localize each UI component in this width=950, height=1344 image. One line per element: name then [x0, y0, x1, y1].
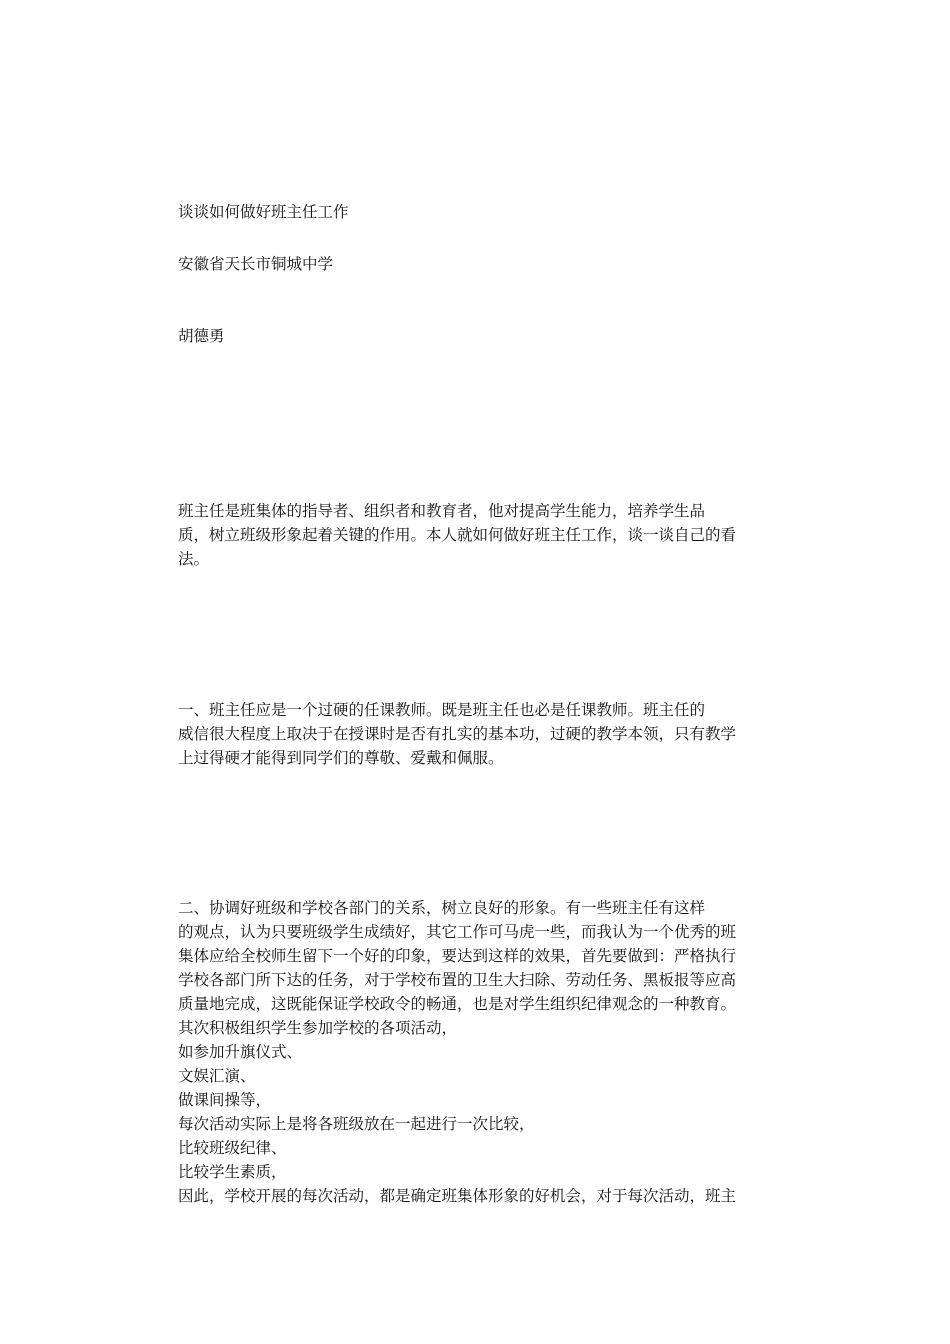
author-name: 胡德勇: [178, 327, 225, 345]
section-two-line: 如参加升旗仪式、: [178, 1043, 303, 1061]
section-two-line: 质量地完成，这既能保证学校政令的畅通，也是对学生组织纪律观念的一种教育。: [178, 995, 737, 1013]
section-one-line: 一、班主任应是一个过硬的任课教师。既是班主任也必是任课教师。班主任的: [178, 701, 706, 719]
section-two-line: 其次积极组织学生参加学校的各项活动，: [178, 1019, 458, 1037]
intro-line: 法。: [178, 550, 210, 568]
intro-paragraph: [178, 499, 783, 571]
section-two-line: 文娱汇演、: [178, 1067, 256, 1085]
document-title: 谈谈如何做好班主任工作: [178, 203, 349, 221]
section-two-line: 比较学生素质，: [178, 1163, 287, 1181]
section-two-line: 的观点，认为只要班级学生成绩好，其它工作可马虎一些，而我认为一个优秀的班: [178, 923, 737, 941]
section-two-line: 做课间操等，: [178, 1091, 272, 1109]
section-one-line: 上过得硬才能得到同学们的尊敬、爱戴和佩服。: [178, 749, 504, 767]
school-name: 安徽省天长市铜城中学: [178, 255, 334, 273]
section-two-line: 比较班级纪律、: [178, 1139, 287, 1157]
section-one-paragraph: [178, 698, 783, 770]
section-two-line: 二、协调好班级和学校各部门的关系，树立良好的形象。有一些班主任有这样: [178, 899, 706, 917]
section-one-line: 威信很大程度上取决于在授课时是否有扎实的基本功，过硬的教学本领，只有教学: [178, 725, 737, 743]
section-two-line: 集体应给全校师生留下一个好的印象，要达到这样的效果，首先要做到：严格执行: [178, 947, 737, 965]
section-two-line: 因此，学校开展的每次活动，都是确定班集体形象的好机会，对于每次活动，班主: [178, 1187, 737, 1205]
section-two-line: 学校各部门所下达的任务，对于学校布置的卫生大扫除、劳动任务、黑板报等应高: [178, 971, 737, 989]
intro-line: 质，树立班级形象起着关键的作用。本人就如何做好班主任工作，谈一谈自己的看: [178, 526, 737, 544]
intro-line: 班主任是班集体的指导者、组织者和教育者，他对提高学生能力，培养学生品: [178, 502, 706, 520]
section-two-paragraph: [178, 896, 783, 1208]
section-two-line: 每次活动实际上是将各班级放在一起进行一次比较，: [178, 1115, 535, 1133]
